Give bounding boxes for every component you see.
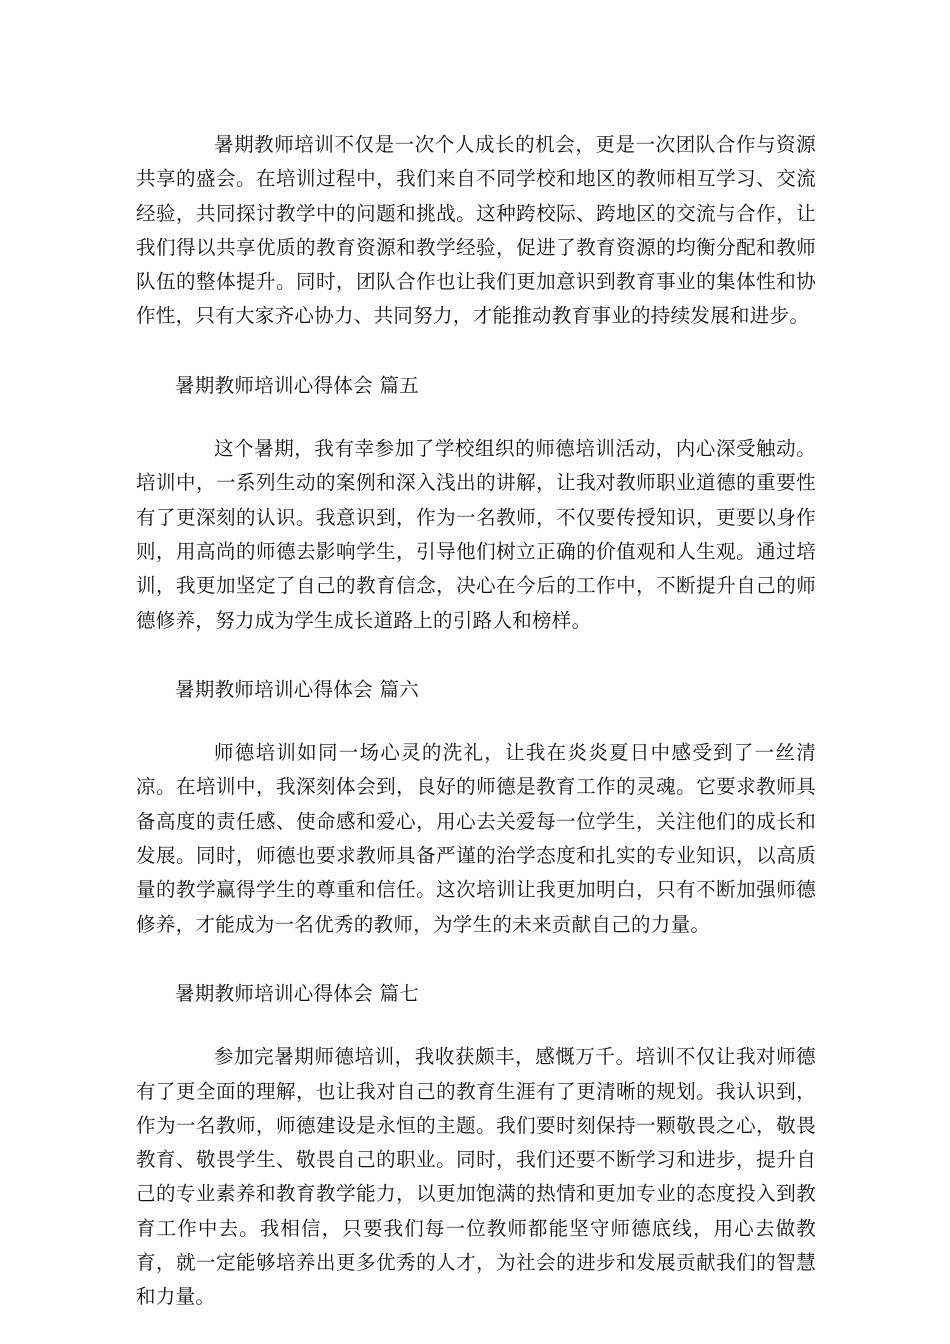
section-heading-6: 暑期教师培训心得体会 篇六 [175,677,420,701]
spacer [136,707,816,736]
section-heading-5: 暑期教师培训心得体会 篇五 [175,373,420,397]
document-body [136,128,816,1315]
paragraph-intro: 暑期教师培训不仅是一次个人成长的机会，更是一次团队合作与资源共享的盛会。在培训过程中，我们来自不同学校和地区的教师相互学习、交流经验，共同探讨教学中的问题和挑战。这种跨校际、跨地区的交流与合作，让我们得以共享优质的教育资源和教学经验，促进了教育资源的均衡分配和教师队伍的整体提升。同时，团队合作也让我们更加意识到教育事业的集体性和协作性，只有大家齐心协力、共同努力，才能推动教育事业的持续发展和进步。 [136,133,816,328]
section-heading-7: 暑期教师培训心得体会 篇七 [175,981,420,1005]
paragraph-section-7: 参加完暑期师德培训，我收获颇丰，感慨万千。培训不仅让我对师德有了更全面的理解，也让我对自己的教育生涯有了更清晰的规划。我认识到，作为一名教师，师德建设是永恒的主题。我们要时刻保持一颗敬畏之心，敬畏教育、敬畏学生、敬畏自己的职业。同时，我们还要不断学习和进步，提升自己的专业素养和教育教学能力，以更加饱满的热情和更加专业的态度投入到教育工作中去。我相信，只要我们每一位教师都能坚守师德底线，用心去做教育，就一定能够培养出更多优秀的人才，为社会的进步和发展贡献我们的智慧和力量。 [136,1045,816,1309]
spacer [136,334,816,369]
spacer [136,942,816,977]
paragraph-section-6: 师德培训如同一场心灵的洗礼，让我在炎炎夏日中感受到了一丝清凉。在培训中，我深刻体会到，良好的师德是教育工作的灵魂。它要求教师具备高度的责任感、使命感和爱心，用心去关爱每一位学生，关注他们的成长和发展。同时，师德也要求教师具备严谨的治学态度和扎实的专业知识，以高质量的教学赢得学生的尊重和信任。这次培训让我更加明白，只有不断加强师德修养，才能成为一名优秀的教师，为学生的未来贡献自己的力量。 [136,741,816,936]
paragraph-section-5: 这个暑期，我有幸参加了学校组织的师德培训活动，内心深受触动。培训中，一系列生动的案例和深入浅出的讲解，让我对教师职业道德的重要性有了更深刻的认识。我意识到，作为一名教师，不仅要传授知识，更要以身作则，用高尚的师德去影响学生，引导他们树立正确的价值观和人生观。通过培训，我更加坚定了自己的教育信念，决心在今后的工作中，不断提升自己的师德修养，努力成为学生成长道路上的引路人和榜样。 [136,437,816,632]
spacer [136,638,816,673]
spacer [136,403,816,432]
spacer [136,1011,816,1040]
